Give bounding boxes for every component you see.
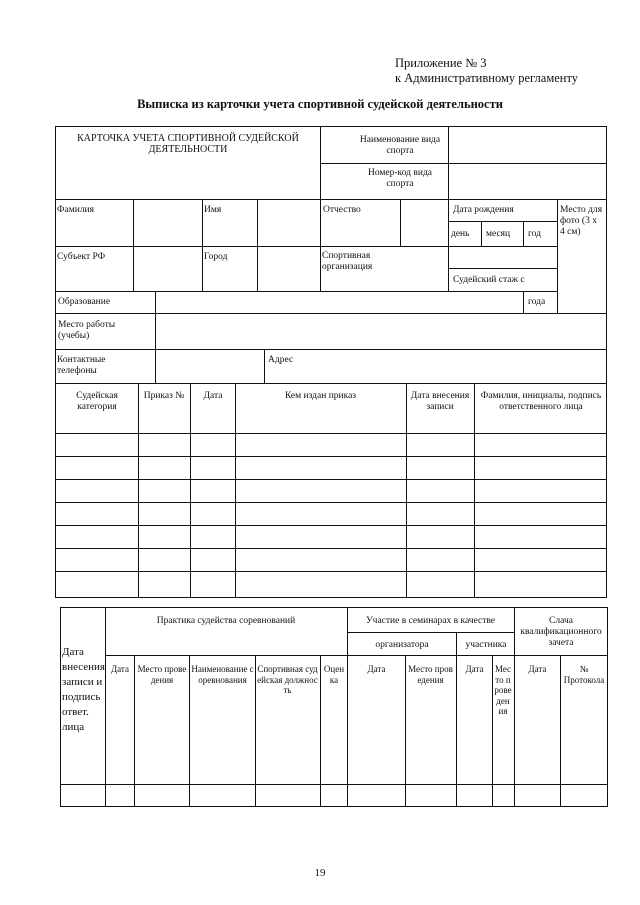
exam-date-col-header: Дата <box>528 664 547 674</box>
phones-label: Контактные телефоны <box>57 355 106 376</box>
education-label: Образование <box>58 297 111 307</box>
responsible-person-col-header: Фамилия, инициалы, подпись ответственного лица <box>480 391 602 412</box>
protocol-number-col-header: № Протокола <box>563 664 605 685</box>
appendix-line-1: Приложение № 3 <box>395 56 487 70</box>
entry-date-col-header: Дата внесения записи <box>410 391 470 412</box>
workplace-label: Место работы (учебы) <box>58 320 116 341</box>
competition-name-col-header: Наименование соревнования <box>191 664 254 685</box>
order-number-col-header: Приказ № <box>143 391 185 401</box>
birth-day-label: день <box>451 229 470 239</box>
name-label: Имя <box>204 205 222 215</box>
document-title: Выписка из карточки учета спортивной судейской деятельности <box>137 97 503 111</box>
sport-name-label: Наименование вида спорта <box>359 135 441 156</box>
appendix-line-2: к Административному регламенту <box>395 71 579 85</box>
address-label: Адрес <box>268 355 294 365</box>
organizer-subheader: организатора <box>375 640 429 650</box>
organizer-venue-col-header: Место проведения <box>408 664 453 685</box>
birth-month-label: месяц <box>486 229 511 239</box>
score-col-header: Оценка <box>323 664 345 685</box>
category-col-header: Судейская категория <box>76 391 118 412</box>
city-label: Город <box>204 252 228 262</box>
patronymic-label: Отчество <box>323 205 361 215</box>
sport-code-label: Номер-код вида спорта <box>367 168 432 189</box>
participant-date-col-header: Дата <box>465 664 484 674</box>
seminars-group-header: Участие в семинарах в качестве <box>365 616 496 626</box>
issued-by-col-header: Кем издан приказ <box>284 391 357 401</box>
birth-date-label: Дата рождения <box>453 205 514 215</box>
participant-venue-col-header: Место проведения <box>494 664 512 716</box>
date-col-header: Дата <box>203 391 223 401</box>
practice-venue-col-header: Место проведения <box>137 664 187 685</box>
card-title: КАРТОЧКА УЧЕТА СПОРТИВНОЙ СУДЕЙСКОЙ ДЕЯТЕЛЬНОСТИ <box>77 133 299 155</box>
photo-placeholder-label: Место для фото (3 х 4 см) <box>560 205 603 237</box>
years-label: года <box>528 297 546 307</box>
participant-subheader: участника <box>465 640 507 650</box>
practice-date-col-header: Дата <box>111 664 129 674</box>
birth-year-label: год <box>528 229 541 239</box>
page-number: 19 <box>314 867 326 879</box>
entry-signature-col-header: Дата внесения записи и подпись ответ. лица <box>62 646 105 733</box>
judge-position-col-header: Спортивная судейская должность <box>257 664 318 695</box>
organizer-date-col-header: Дата <box>367 664 386 674</box>
exam-group-header: Слача квалификационного зачета <box>520 616 602 648</box>
judge-experience-label: Судейский стаж с <box>453 275 525 285</box>
region-label: Субъект РФ <box>57 252 106 262</box>
practice-group-header: Практика судейства соревнований <box>156 616 296 626</box>
sport-org-label: Спортивная организация <box>322 251 373 272</box>
surname-label: Фамилия <box>57 205 95 215</box>
